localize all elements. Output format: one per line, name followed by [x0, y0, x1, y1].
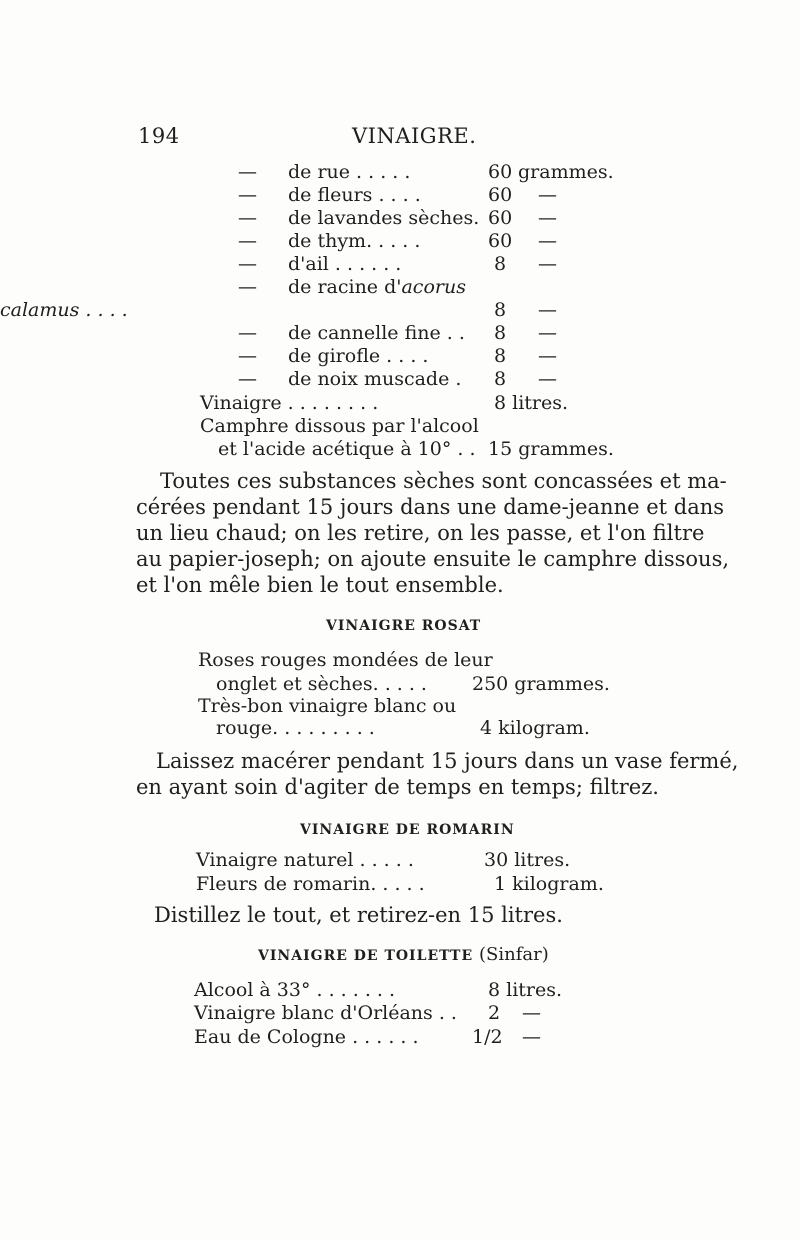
ingredient-name: Camphre dissous par l'alcool — [200, 415, 479, 437]
ditto-dash: — — [238, 322, 257, 344]
ingredient-qty: 60 — [488, 161, 513, 183]
ingredient-name: de racine d' — [288, 276, 402, 298]
italic-term-continued: calamus . . . . — [0, 299, 128, 321]
ingredient-unit: — — [538, 207, 557, 229]
paragraph-line: Laissez macérer pendant 15 jours dans un vase fermé, — [156, 749, 739, 773]
ingredient-qty: 60 — [488, 184, 513, 206]
ingredient-qty: 8 — [494, 345, 507, 367]
ditto-dash: — — [238, 184, 257, 206]
ingredient-name: rouge. . . . . . . . . — [216, 717, 375, 739]
ditto-dash: — — [238, 276, 257, 298]
ingredient-qty: 8 — [494, 253, 507, 275]
ingredient-name: de noix muscade . — [288, 368, 462, 390]
page-number: 194 — [138, 124, 180, 148]
ingredient-qty: 2 — [488, 1002, 501, 1024]
ingredient-name: d'ail . . . . . . — [288, 253, 402, 275]
running-title: VINAIGRE. — [352, 124, 477, 148]
ingredient-unit: — — [538, 368, 557, 390]
ingredient-qty: 15 grammes. — [488, 438, 614, 460]
paragraph-line: Distillez le tout, et retirez-en 15 litres. — [154, 903, 563, 927]
ingredient-unit: — — [522, 1026, 541, 1048]
ditto-dash: — — [238, 253, 257, 275]
ingredient-name: et l'acide acétique à 10° . . — [218, 438, 476, 460]
ingredient-qty: 60 — [488, 207, 513, 229]
ingredient-unit: — — [538, 345, 557, 367]
italic-term: acorus — [401, 276, 466, 298]
ingredient-qty: 8 litres. — [494, 392, 569, 414]
ditto-dash: — — [238, 207, 257, 229]
ingredient-qty: 1/2 — [472, 1026, 503, 1048]
ingredient-qty: 8 — [494, 368, 507, 390]
ingredient-unit: — — [538, 253, 557, 275]
ditto-dash: — — [238, 345, 257, 367]
ingredient-unit: — — [538, 230, 557, 252]
section-heading-rosat: VINAIGRE ROSAT — [326, 618, 482, 634]
ingredient-qty: 250 grammes. — [472, 673, 610, 695]
ingredient-unit: — — [538, 322, 557, 344]
paragraph-line: Toutes ces substances sèches sont concassées et ma- — [160, 469, 727, 493]
ingredient-unit: — — [538, 184, 557, 206]
ingredient-name-wrap — [288, 275, 466, 299]
ingredient-name: Roses rouges mondées de leur — [198, 649, 493, 671]
ingredient-qty: 8 — [494, 322, 507, 344]
ingredient-name: Vinaigre blanc d'Orléans . . — [194, 1002, 457, 1024]
ingredient-name: Alcool à 33° . . . . . . . — [194, 979, 396, 1001]
ingredient-name: de girofle . . . . — [288, 345, 429, 367]
ingredient-name: Fleurs de romarin. . . . . — [196, 873, 425, 895]
section-heading-suffix: (Sinfar) — [479, 944, 549, 965]
ditto-dash: — — [238, 230, 257, 252]
ingredient-qty: 8 — [494, 299, 507, 321]
ingredient-qty: 4 kilogram. — [480, 717, 590, 739]
ingredient-unit: — — [538, 299, 557, 321]
ingredient-name: Vinaigre naturel . . . . . — [196, 849, 414, 871]
paragraph-line: cérées pendant 15 jours dans une dame-jeanne et dans — [136, 495, 725, 519]
ingredient-name: de cannelle fine . . — [288, 322, 465, 344]
paragraph-line: au papier-joseph; on ajoute ensuite le camphre dissous, — [136, 547, 730, 571]
section-heading-toilette — [258, 944, 549, 965]
ingredient-name: Eau de Cologne . . . . . . — [194, 1026, 419, 1048]
section-heading-text: VINAIGRE DE TOILETTE — [258, 948, 474, 964]
ditto-dash: — — [238, 161, 257, 183]
paragraph-line: et l'on mêle bien le tout ensemble. — [136, 573, 504, 597]
ingredient-name: de fleurs . . . . — [288, 184, 421, 206]
paragraph-line: en ayant soin d'agiter de temps en temps; filtrez. — [136, 775, 659, 799]
ingredient-qty: 1 kilogram. — [494, 873, 604, 895]
ingredient-qty: 30 litres. — [484, 849, 571, 871]
ingredient-unit: grammes. — [518, 161, 614, 183]
ingredient-name: Vinaigre . . . . . . . . — [200, 392, 379, 414]
ingredient-name: de lavandes sèches. — [288, 207, 480, 229]
ingredient-row — [0, 298, 800, 322]
ditto-dash: — — [238, 368, 257, 390]
ingredient-qty: 8 litres. — [488, 979, 563, 1001]
ingredient-unit: — — [522, 1002, 541, 1024]
paragraph-line: un lieu chaud; on les retire, on les passe, et l'on filtre — [136, 521, 705, 545]
section-heading-romarin: VINAIGRE DE ROMARIN — [300, 822, 515, 838]
ingredient-name: de thym. . . . . — [288, 230, 421, 252]
ingredient-name: onglet et sèches. . . . . — [216, 673, 427, 695]
ingredient-name: Très-bon vinaigre blanc ou — [198, 695, 457, 717]
ingredient-name: de rue . . . . . — [288, 161, 411, 183]
ingredient-qty: 60 — [488, 230, 513, 252]
